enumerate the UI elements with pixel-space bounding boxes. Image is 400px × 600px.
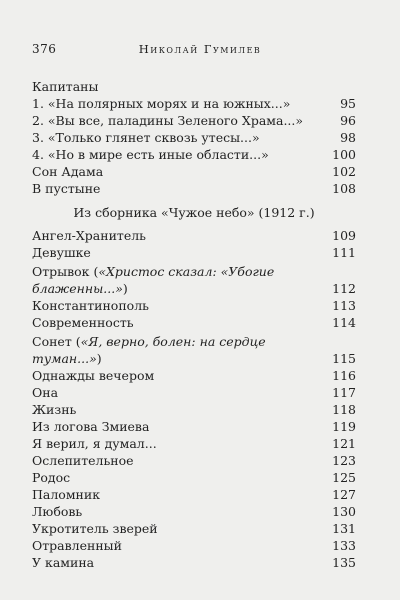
toc-entry-page: 108 bbox=[332, 181, 356, 196]
toc-entry-title bbox=[32, 163, 103, 180]
toc-entry bbox=[32, 452, 356, 469]
group-heading: Капитаны bbox=[32, 79, 99, 94]
toc-entry bbox=[32, 297, 356, 314]
toc-entry-title-text: 3. «Только глянет сквозь утесы...» bbox=[32, 130, 260, 145]
toc-entry-page: 119 bbox=[332, 419, 356, 434]
toc-entry bbox=[32, 227, 356, 244]
toc-entry-subtitle: «Я, верно, болен: на сердце туман...» bbox=[32, 334, 266, 366]
toc-entry-title-text: Отравленный bbox=[32, 538, 122, 553]
running-header bbox=[32, 42, 368, 60]
toc-entry-page: 114 bbox=[332, 315, 356, 330]
toc-entry-title-text: У камина bbox=[32, 555, 95, 570]
toc-entry-title-text: Жизнь bbox=[32, 402, 77, 417]
toc-entry bbox=[32, 367, 356, 384]
toc-entry-title bbox=[32, 129, 260, 146]
toc-entry-page: 98 bbox=[340, 130, 356, 145]
toc-entry-page: 111 bbox=[332, 245, 356, 260]
toc-entry-title-text: Девушке bbox=[32, 245, 91, 260]
toc-entry-subtitle: «Христос сказал: «Убогие блаженны...» bbox=[32, 264, 275, 296]
toc-entry-title-text: Она bbox=[32, 385, 59, 400]
toc-list-bottom bbox=[32, 227, 356, 571]
toc-entry-title bbox=[32, 503, 82, 520]
toc-entry-page: 127 bbox=[332, 487, 356, 502]
table-of-contents bbox=[32, 78, 356, 571]
toc-entry-page: 109 bbox=[332, 228, 356, 243]
toc-entry bbox=[32, 331, 356, 367]
toc-entry bbox=[32, 95, 356, 112]
toc-entry-title-text: Любовь bbox=[32, 504, 83, 519]
toc-entry-title-text: Родос bbox=[32, 470, 71, 485]
toc-entry bbox=[32, 146, 356, 163]
toc-entry-page: 95 bbox=[340, 96, 356, 111]
toc-list-top bbox=[32, 95, 356, 197]
toc-entry-page: 131 bbox=[332, 521, 356, 536]
section-title: Из сборника «Чужое небо» (1912 г.) bbox=[73, 205, 315, 220]
toc-entry-page: 135 bbox=[332, 555, 356, 570]
toc-entry bbox=[32, 435, 356, 452]
toc-entry-title bbox=[32, 146, 269, 163]
toc-entry bbox=[32, 486, 356, 503]
toc-entry-title bbox=[32, 418, 149, 435]
toc-entry-page: 118 bbox=[332, 402, 356, 417]
toc-entry-title bbox=[32, 537, 122, 554]
toc-entry-title-text: Я верил, я думал... bbox=[32, 436, 157, 451]
author-name: Николай Гумилев bbox=[138, 42, 262, 56]
toc-entry-title bbox=[32, 314, 134, 331]
toc-entry bbox=[32, 112, 356, 129]
toc-entry-title bbox=[32, 95, 290, 112]
toc-entry-page: 125 bbox=[332, 470, 356, 485]
toc-entry-page: 113 bbox=[332, 298, 356, 313]
toc-entry-page: 123 bbox=[332, 453, 356, 468]
toc-entry-title-text: Константинополь bbox=[32, 298, 149, 313]
toc-entry-page: 100 bbox=[332, 147, 356, 162]
toc-entry-title-text: Сонет ( bbox=[32, 334, 81, 349]
toc-entry-page: 116 bbox=[332, 368, 356, 383]
toc-entry bbox=[32, 537, 356, 554]
toc-entry-title bbox=[32, 333, 316, 367]
toc-entry-title bbox=[32, 520, 158, 537]
toc-entry-title-text: Сон Адама bbox=[32, 164, 104, 179]
toc-entry bbox=[32, 401, 356, 418]
toc-entry-page: 102 bbox=[332, 164, 356, 179]
toc-entry-title bbox=[32, 384, 58, 401]
toc-entry bbox=[32, 261, 356, 297]
toc-entry bbox=[32, 163, 356, 180]
toc-entry bbox=[32, 469, 356, 486]
toc-entry-title-text: Современность bbox=[32, 315, 134, 330]
toc-entry-title-text: 2. «Вы все, паладины Зеленого Храма...» bbox=[32, 113, 304, 128]
toc-entry-title bbox=[32, 263, 316, 297]
toc-entry-title-text: Однажды вечером bbox=[32, 368, 155, 383]
toc-entry-title-text: В пустыне bbox=[32, 181, 101, 196]
toc-entry-title bbox=[32, 452, 134, 469]
toc-entry-title bbox=[32, 297, 149, 314]
toc-entry-page: 96 bbox=[340, 113, 356, 128]
toc-entry-title bbox=[32, 486, 100, 503]
toc-entry-title-text: Ангел-Хранитель bbox=[32, 228, 146, 243]
toc-entry-title bbox=[32, 401, 76, 418]
toc-entry bbox=[32, 554, 356, 571]
toc-entry-title bbox=[32, 180, 100, 197]
toc-entry bbox=[32, 244, 356, 261]
toc-entry-title-text: Из логова Змиева bbox=[32, 419, 150, 434]
toc-entry-title-text: Отрывок ( bbox=[32, 264, 99, 279]
toc-entry-title bbox=[32, 469, 70, 486]
toc-entry-close: ) bbox=[96, 351, 102, 366]
toc-entry-page: 115 bbox=[332, 351, 356, 366]
toc-entry bbox=[32, 520, 356, 537]
toc-entry bbox=[32, 418, 356, 435]
page-number: 376 bbox=[32, 42, 57, 56]
toc-entry-title bbox=[32, 367, 154, 384]
toc-entry-title-text: 4. «Но в мире есть иные области...» bbox=[32, 147, 269, 162]
toc-entry-title bbox=[32, 554, 94, 571]
toc-entry-title bbox=[32, 244, 91, 261]
toc-entry bbox=[32, 503, 356, 520]
toc-entry-page: 130 bbox=[332, 504, 356, 519]
toc-entry-close: ) bbox=[122, 281, 128, 296]
toc-entry-title-text: Укротитель зверей bbox=[32, 521, 158, 536]
toc-entry-title-text: Ослепительное bbox=[32, 453, 134, 468]
toc-entry bbox=[32, 384, 356, 401]
toc-entry bbox=[32, 180, 356, 197]
toc-entry-title bbox=[32, 435, 157, 452]
toc-entry-page: 121 bbox=[332, 436, 356, 451]
toc-entry bbox=[32, 129, 356, 146]
toc-entry-title bbox=[32, 112, 303, 129]
toc-entry-page: 133 bbox=[332, 538, 356, 553]
toc-entry bbox=[32, 314, 356, 331]
toc-entry-title-text: 1. «На полярных морях и на южных...» bbox=[32, 96, 291, 111]
toc-entry-title-text: Паломник bbox=[32, 487, 101, 502]
toc-entry-page: 112 bbox=[332, 281, 356, 296]
toc-entry-title bbox=[32, 227, 146, 244]
toc-entry-page: 117 bbox=[332, 385, 356, 400]
